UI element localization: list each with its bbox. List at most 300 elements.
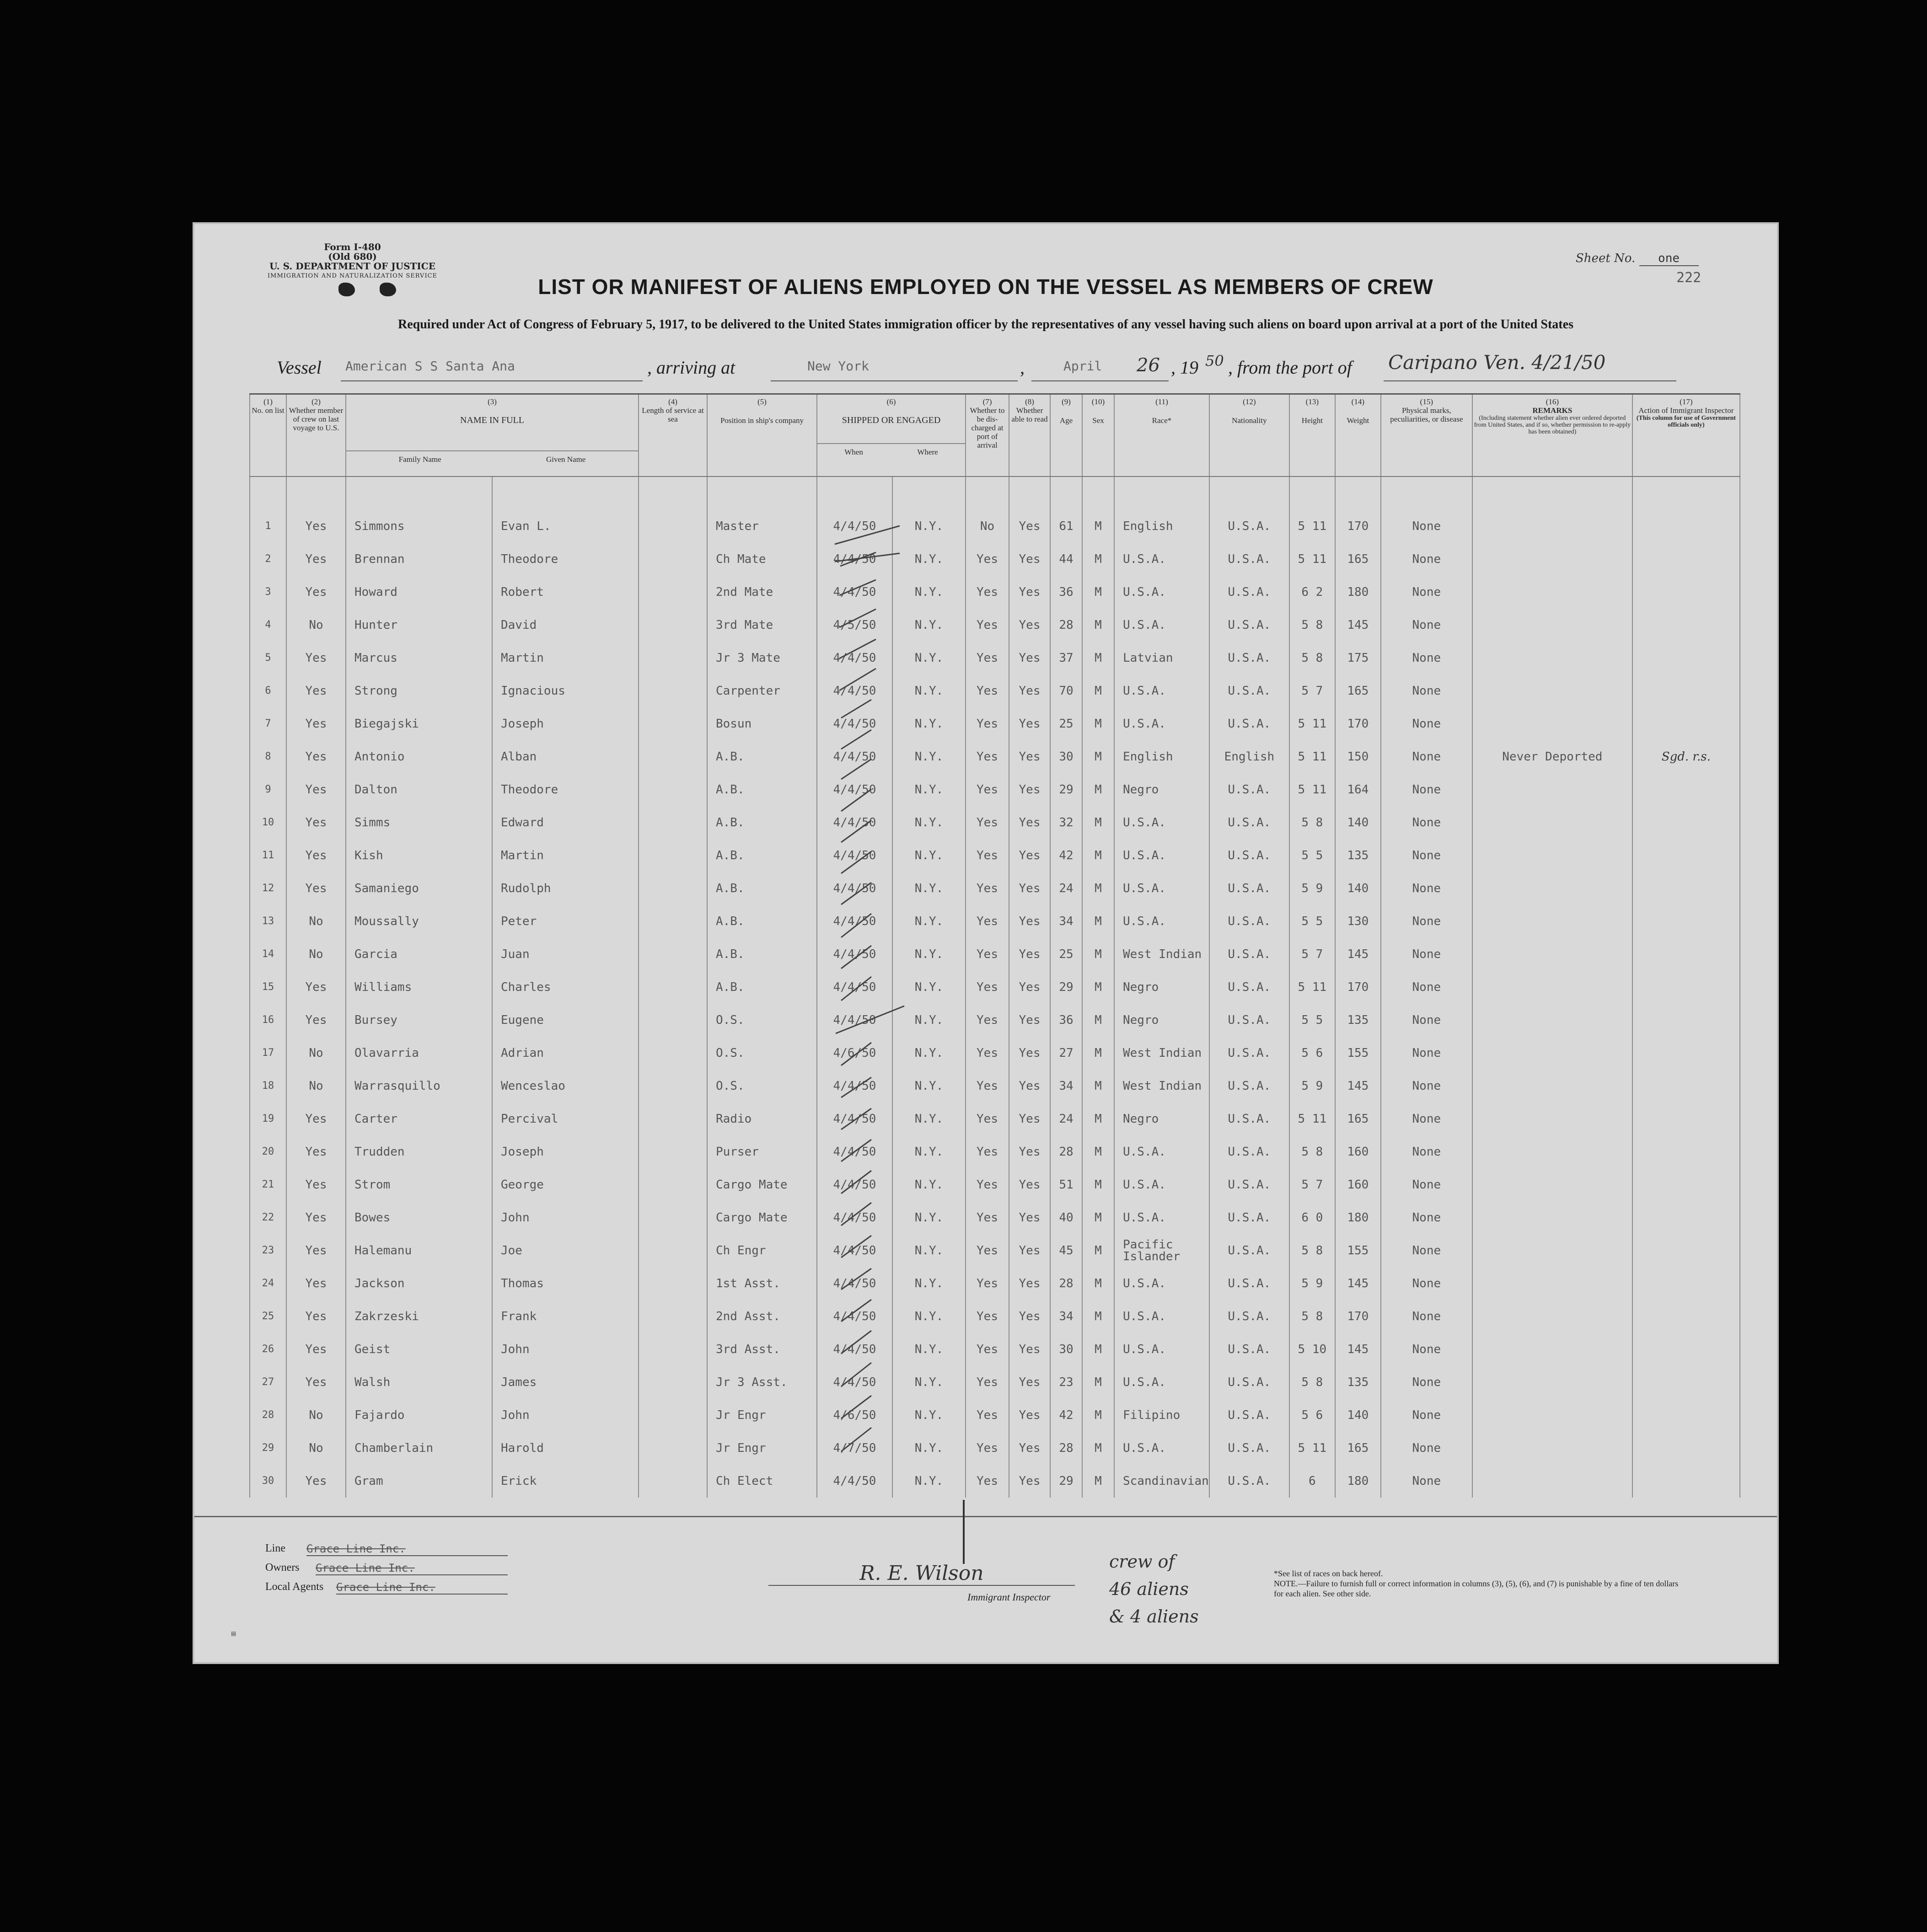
vessel-label: Vessel	[277, 357, 322, 378]
cell-remarks	[1472, 609, 1632, 642]
column-header-row	[250, 394, 1740, 476]
table-row	[250, 1201, 1740, 1234]
cell-able-to-read: Yes	[1009, 543, 1050, 576]
cell-position: A.B.	[707, 938, 817, 971]
cell-discharged: Yes	[966, 1234, 1009, 1267]
cell-able-to-read: Yes	[1009, 1070, 1050, 1102]
cell-family-name: Hunter	[346, 609, 492, 642]
cell-length-of-service	[639, 1004, 707, 1037]
cell-remarks	[1472, 510, 1632, 543]
cell-length-of-service	[639, 1070, 707, 1102]
cell-shipped-where: N.Y.	[892, 510, 966, 543]
cell-previous-voyage: Yes	[286, 1234, 346, 1267]
cell-previous-voyage: No	[286, 609, 346, 642]
cell-shipped-where: N.Y.	[892, 1037, 966, 1070]
cell-nationality: U.S.A.	[1209, 1070, 1289, 1102]
cell-length-of-service	[639, 839, 707, 872]
cell-physical-marks: None	[1381, 1070, 1472, 1102]
cell-discharged: No	[966, 510, 1009, 543]
cell-able-to-read: Yes	[1009, 1432, 1050, 1465]
cell-shipped-when: 4/4/50	[817, 707, 892, 740]
cell-length-of-service	[639, 1102, 707, 1135]
cell-length-of-service	[639, 806, 707, 839]
cell-discharged: Yes	[966, 1267, 1009, 1300]
cell-position: Master	[707, 510, 817, 543]
year-prefix: , 19	[1171, 357, 1198, 378]
cell-previous-voyage: Yes	[286, 642, 346, 674]
cell-row-number: 15	[250, 971, 286, 1004]
cell-remarks	[1472, 642, 1632, 674]
cell-row-number: 30	[250, 1465, 286, 1498]
cell-physical-marks: None	[1381, 1465, 1472, 1498]
table-row	[250, 642, 1740, 674]
cell-race: U.S.A.	[1114, 806, 1209, 839]
cell-height: 5 8	[1289, 642, 1335, 674]
cell-nationality: U.S.A.	[1209, 609, 1289, 642]
cell-remarks	[1472, 1201, 1632, 1234]
table-row	[250, 1432, 1740, 1465]
cell-shipped-where: N.Y.	[892, 642, 966, 674]
cell-inspector-action	[1632, 1465, 1740, 1498]
cell-inspector-action	[1632, 1168, 1740, 1201]
cell-shipped-where: N.Y.	[892, 674, 966, 707]
cell-position: A.B.	[707, 872, 817, 905]
cell-nationality: U.S.A.	[1209, 642, 1289, 674]
cell-physical-marks: None	[1381, 1300, 1472, 1333]
cell-discharged: Yes	[966, 872, 1009, 905]
cell-discharged: Yes	[966, 1300, 1009, 1333]
cell-able-to-read: Yes	[1009, 1465, 1050, 1498]
col-header-inspector-action: (17) Action of Immigrant Inspector (This column for use of Government officials only)	[1632, 394, 1740, 476]
cell-weight: 145	[1335, 938, 1381, 971]
cell-sex: M	[1082, 707, 1114, 740]
cell-nationality: U.S.A.	[1209, 510, 1289, 543]
cell-position: Carpenter	[707, 674, 817, 707]
cell-physical-marks: None	[1381, 1366, 1472, 1399]
table-row	[250, 609, 1740, 642]
table-row	[250, 1333, 1740, 1366]
cell-shipped-when: 4/4/50	[817, 905, 892, 938]
cell-race: West Indian	[1114, 938, 1209, 971]
cell-previous-voyage: Yes	[286, 773, 346, 806]
cell-nationality: U.S.A.	[1209, 938, 1289, 971]
cell-position: 2nd Asst.	[707, 1300, 817, 1333]
cell-nationality: U.S.A.	[1209, 1102, 1289, 1135]
cell-race: West Indian	[1114, 1070, 1209, 1102]
cell-able-to-read: Yes	[1009, 740, 1050, 773]
cell-shipped-where: N.Y.	[892, 1300, 966, 1333]
cell-position: A.B.	[707, 773, 817, 806]
cell-row-number: 19	[250, 1102, 286, 1135]
cell-sex: M	[1082, 1168, 1114, 1201]
cell-family-name: Kish	[346, 839, 492, 872]
cell-family-name: Zakrzeski	[346, 1300, 492, 1333]
cell-nationality: U.S.A.	[1209, 707, 1289, 740]
cell-discharged: Yes	[966, 1168, 1009, 1201]
col-header-family-name: Family Name	[398, 455, 441, 464]
cell-age: 28	[1050, 1267, 1082, 1300]
cell-inspector-action	[1632, 1267, 1740, 1300]
cell-age: 25	[1050, 707, 1082, 740]
cell-previous-voyage: Yes	[286, 806, 346, 839]
cell-shipped-when: 4/5/50	[817, 609, 892, 642]
cell-race: U.S.A.	[1114, 1333, 1209, 1366]
cell-position: A.B.	[707, 905, 817, 938]
cell-position: Jr Engr	[707, 1432, 817, 1465]
cell-nationality: U.S.A.	[1209, 1037, 1289, 1070]
col-header-remarks: (16) REMARKS (Including statement whether alien ever ordered deported from United States, and if so, whether permission to re-apply has been obtained)	[1472, 394, 1632, 476]
cell-discharged: Yes	[966, 938, 1009, 971]
cell-shipped-where: N.Y.	[892, 971, 966, 1004]
cell-shipped-where: N.Y.	[892, 740, 966, 773]
cell-weight: 140	[1335, 872, 1381, 905]
table-row	[250, 1135, 1740, 1168]
cell-length-of-service	[639, 971, 707, 1004]
cell-inspector-action	[1632, 1366, 1740, 1399]
cell-given-name: Thomas	[492, 1267, 639, 1300]
cell-previous-voyage: Yes	[286, 740, 346, 773]
cell-race: U.S.A.	[1114, 576, 1209, 609]
cell-inspector-action	[1632, 872, 1740, 905]
cell-age: 70	[1050, 674, 1082, 707]
cell-sex: M	[1082, 872, 1114, 905]
cell-shipped-when: 4/4/50	[817, 1102, 892, 1135]
col-header-where: Where	[917, 448, 938, 456]
cell-length-of-service	[639, 740, 707, 773]
col-header-shipped: (6) SHIPPED OR ENGAGED When Where	[817, 394, 966, 476]
inspector-signature: R. E. Wilson	[768, 1562, 1075, 1586]
cell-previous-voyage: Yes	[286, 872, 346, 905]
cell-length-of-service	[639, 609, 707, 642]
cell-given-name: Charles	[492, 971, 639, 1004]
table-row	[250, 510, 1740, 543]
cell-remarks	[1472, 872, 1632, 905]
cell-remarks	[1472, 1366, 1632, 1399]
cell-physical-marks: None	[1381, 806, 1472, 839]
form-number: Form I-480	[324, 241, 381, 252]
cell-inspector-action: Sgd. r.s.	[1632, 740, 1740, 773]
cell-inspector-action	[1632, 971, 1740, 1004]
cell-family-name: Marcus	[346, 642, 492, 674]
cell-shipped-when: 4/4/50	[817, 1070, 892, 1102]
cell-given-name: Erick	[492, 1465, 639, 1498]
cell-race: U.S.A.	[1114, 1201, 1209, 1234]
cell-given-name: Evan L.	[492, 510, 639, 543]
cell-age: 28	[1050, 1432, 1082, 1465]
cell-position: Purser	[707, 1135, 817, 1168]
cell-able-to-read: Yes	[1009, 839, 1050, 872]
cell-weight: 180	[1335, 1201, 1381, 1234]
cell-position: O.S.	[707, 1004, 817, 1037]
cell-weight: 140	[1335, 1399, 1381, 1432]
cell-family-name: Dalton	[346, 773, 492, 806]
cell-age: 34	[1050, 1070, 1082, 1102]
cell-race: U.S.A.	[1114, 543, 1209, 576]
cell-previous-voyage: Yes	[286, 1168, 346, 1201]
crew-list	[250, 510, 1740, 1498]
cell-row-number: 27	[250, 1366, 286, 1399]
cell-weight: 160	[1335, 1168, 1381, 1201]
table-row	[250, 839, 1740, 872]
cell-given-name: Edward	[492, 806, 639, 839]
cell-nationality: U.S.A.	[1209, 1004, 1289, 1037]
hand-note-line-2: 46 aliens	[1109, 1579, 1189, 1599]
cell-row-number: 4	[250, 609, 286, 642]
footnote	[1274, 1568, 1685, 1599]
cell-position: Cargo Mate	[707, 1201, 817, 1234]
cell-sex: M	[1082, 1432, 1114, 1465]
cell-row-number: 16	[250, 1004, 286, 1037]
cell-row-number: 13	[250, 905, 286, 938]
cell-remarks	[1472, 1300, 1632, 1333]
cell-able-to-read: Yes	[1009, 1366, 1050, 1399]
cell-height: 5 11	[1289, 773, 1335, 806]
col-header-age: (9) Age	[1050, 394, 1082, 476]
cell-previous-voyage: Yes	[286, 1102, 346, 1135]
cell-weight: 155	[1335, 1037, 1381, 1070]
cell-family-name: Strong	[346, 674, 492, 707]
cell-able-to-read: Yes	[1009, 971, 1050, 1004]
cell-age: 25	[1050, 938, 1082, 971]
cell-age: 30	[1050, 1333, 1082, 1366]
cell-able-to-read: Yes	[1009, 905, 1050, 938]
cell-given-name: Adrian	[492, 1037, 639, 1070]
cell-race: West Indian	[1114, 1037, 1209, 1070]
cell-physical-marks: None	[1381, 707, 1472, 740]
cell-previous-voyage: Yes	[286, 1267, 346, 1300]
cell-position: Ch Elect	[707, 1465, 817, 1498]
cell-shipped-where: N.Y.	[892, 1432, 966, 1465]
cell-inspector-action	[1632, 1135, 1740, 1168]
hand-note-line-1: crew of	[1109, 1552, 1175, 1572]
vessel-line	[277, 351, 1740, 389]
cell-height: 5 9	[1289, 1070, 1335, 1102]
arriving-label: , arriving at	[647, 357, 735, 378]
cell-physical-marks: None	[1381, 971, 1472, 1004]
cell-shipped-where: N.Y.	[892, 1333, 966, 1366]
cell-height: 5 11	[1289, 1432, 1335, 1465]
cell-sex: M	[1082, 740, 1114, 773]
cell-weight: 145	[1335, 609, 1381, 642]
cell-able-to-read: Yes	[1009, 1333, 1050, 1366]
col-header-height: (13) Height	[1289, 394, 1335, 476]
cell-inspector-action	[1632, 806, 1740, 839]
inspector-tick	[963, 1500, 965, 1564]
cell-nationality: U.S.A.	[1209, 1333, 1289, 1366]
cell-given-name: Joseph	[492, 1135, 639, 1168]
cell-physical-marks: None	[1381, 1004, 1472, 1037]
cell-nationality: U.S.A.	[1209, 576, 1289, 609]
cell-row-number: 12	[250, 872, 286, 905]
cell-remarks	[1472, 1465, 1632, 1498]
cell-given-name: David	[492, 609, 639, 642]
cell-previous-voyage: Yes	[286, 1201, 346, 1234]
cell-given-name: Percival	[492, 1102, 639, 1135]
cell-shipped-where: N.Y.	[892, 1102, 966, 1135]
cell-given-name: Harold	[492, 1432, 639, 1465]
cell-family-name: Olavarria	[346, 1037, 492, 1070]
cell-height: 5 6	[1289, 1037, 1335, 1070]
cell-given-name: Ignacious	[492, 674, 639, 707]
cell-weight: 165	[1335, 1432, 1381, 1465]
cell-discharged: Yes	[966, 707, 1009, 740]
department-name: U. S. DEPARTMENT OF JUSTICE	[269, 261, 435, 272]
cell-weight: 150	[1335, 740, 1381, 773]
cell-sex: M	[1082, 773, 1114, 806]
cell-row-number: 14	[250, 938, 286, 971]
cell-able-to-read: Yes	[1009, 642, 1050, 674]
cell-position: A.B.	[707, 806, 817, 839]
cell-discharged: Yes	[966, 773, 1009, 806]
cell-shipped-where: N.Y.	[892, 806, 966, 839]
manifest-sheet	[194, 224, 1777, 1662]
cell-remarks	[1472, 543, 1632, 576]
cell-physical-marks: None	[1381, 1135, 1472, 1168]
cell-discharged: Yes	[966, 1102, 1009, 1135]
cell-age: 30	[1050, 740, 1082, 773]
col-header-length-of-service: (4) Length of service at sea	[639, 394, 707, 476]
cell-race: Negro	[1114, 1004, 1209, 1037]
cell-able-to-read: Yes	[1009, 510, 1050, 543]
cell-family-name: Simms	[346, 806, 492, 839]
cell-able-to-read: Yes	[1009, 1201, 1050, 1234]
cell-shipped-where: N.Y.	[892, 1201, 966, 1234]
cell-position: Jr 3 Asst.	[707, 1366, 817, 1399]
cell-height: 5 10	[1289, 1333, 1335, 1366]
cell-sex: M	[1082, 1300, 1114, 1333]
cell-height: 5 8	[1289, 1135, 1335, 1168]
cell-race: Negro	[1114, 1102, 1209, 1135]
printer-mark: ▤	[231, 1630, 236, 1637]
cell-remarks	[1472, 773, 1632, 806]
cell-shipped-when: 4/4/50	[817, 1366, 892, 1399]
cell-height: 5 11	[1289, 1102, 1335, 1135]
cell-race: U.S.A.	[1114, 707, 1209, 740]
col-header-position: (5) Position in ship's company	[707, 394, 817, 476]
cell-family-name: Howard	[346, 576, 492, 609]
cell-age: 61	[1050, 510, 1082, 543]
cell-sex: M	[1082, 1399, 1114, 1432]
cell-remarks	[1472, 1070, 1632, 1102]
footnote-races: *See list of races on back hereof.	[1274, 1569, 1383, 1578]
cell-shipped-where: N.Y.	[892, 1366, 966, 1399]
cell-previous-voyage: No	[286, 1070, 346, 1102]
cell-inspector-action	[1632, 1201, 1740, 1234]
cell-discharged: Yes	[966, 806, 1009, 839]
cell-remarks	[1472, 1267, 1632, 1300]
cell-given-name: John	[492, 1201, 639, 1234]
cell-weight: 145	[1335, 1267, 1381, 1300]
cell-remarks	[1472, 1432, 1632, 1465]
table-row	[250, 1037, 1740, 1070]
cell-sex: M	[1082, 543, 1114, 576]
cell-age: 44	[1050, 543, 1082, 576]
cell-race: U.S.A.	[1114, 905, 1209, 938]
col-header-race: (11) Race*	[1114, 394, 1209, 476]
cell-discharged: Yes	[966, 740, 1009, 773]
cell-age: 36	[1050, 576, 1082, 609]
cell-sex: M	[1082, 1037, 1114, 1070]
col-header-no: (1) No. on list	[250, 394, 286, 476]
cell-physical-marks: None	[1381, 1432, 1472, 1465]
page-subtitle: Required under Act of Congress of February 5, 1917, to be delivered to the United States immigration officer by the representatives of any vessel having such aliens on board upon arrival at a port of the United States	[398, 317, 1573, 332]
cell-length-of-service	[639, 1432, 707, 1465]
cell-inspector-action	[1632, 905, 1740, 938]
cell-length-of-service	[639, 642, 707, 674]
cell-height: 5 5	[1289, 1004, 1335, 1037]
cell-family-name: Biegajski	[346, 707, 492, 740]
col-header-nationality: (12) Nationality	[1209, 394, 1289, 476]
from-port-label: , from the port of	[1228, 357, 1352, 378]
cell-weight: 164	[1335, 773, 1381, 806]
cell-height: 5 11	[1289, 707, 1335, 740]
cell-shipped-where: N.Y.	[892, 707, 966, 740]
cell-nationality: U.S.A.	[1209, 1267, 1289, 1300]
cell-height: 5 6	[1289, 1399, 1335, 1432]
cell-shipped-when: 4/4/50	[817, 1267, 892, 1300]
cell-inspector-action	[1632, 1432, 1740, 1465]
cell-remarks	[1472, 839, 1632, 872]
table-row	[250, 707, 1740, 740]
spacer-row	[250, 476, 1740, 510]
cell-physical-marks: None	[1381, 1168, 1472, 1201]
cell-given-name: Joseph	[492, 707, 639, 740]
cell-position: Radio	[707, 1102, 817, 1135]
cell-discharged: Yes	[966, 905, 1009, 938]
cell-shipped-when: 4/4/50	[817, 1168, 892, 1201]
cell-row-number: 18	[250, 1070, 286, 1102]
cell-remarks	[1472, 806, 1632, 839]
cell-given-name: Theodore	[492, 543, 639, 576]
cell-shipped-when: 4/4/50	[817, 740, 892, 773]
cell-sex: M	[1082, 1267, 1114, 1300]
cell-weight: 170	[1335, 971, 1381, 1004]
cell-discharged: Yes	[966, 1333, 1009, 1366]
cell-weight: 140	[1335, 806, 1381, 839]
cell-previous-voyage: Yes	[286, 839, 346, 872]
cell-length-of-service	[639, 1366, 707, 1399]
cell-given-name: George	[492, 1168, 639, 1201]
cell-row-number: 6	[250, 674, 286, 707]
cell-able-to-read: Yes	[1009, 674, 1050, 707]
cell-shipped-when: 4/4/50	[817, 773, 892, 806]
cell-length-of-service	[639, 1333, 707, 1366]
cell-discharged: Yes	[966, 1201, 1009, 1234]
cell-weight: 145	[1335, 1070, 1381, 1102]
cell-race: U.S.A.	[1114, 1432, 1209, 1465]
cell-shipped-when: 4/4/50	[817, 1135, 892, 1168]
cell-position: A.B.	[707, 839, 817, 872]
cell-race: U.S.A.	[1114, 1135, 1209, 1168]
cell-remarks	[1472, 1037, 1632, 1070]
cell-given-name: Peter	[492, 905, 639, 938]
cell-discharged: Yes	[966, 1004, 1009, 1037]
cell-remarks	[1472, 576, 1632, 609]
cell-remarks	[1472, 1168, 1632, 1201]
cell-inspector-action	[1632, 1102, 1740, 1135]
cell-race: Scandinavian	[1114, 1465, 1209, 1498]
cell-race: Latvian	[1114, 642, 1209, 674]
cell-given-name: Frank	[492, 1300, 639, 1333]
line-value: Grace Line Inc.	[306, 1542, 508, 1556]
cell-nationality: U.S.A.	[1209, 1432, 1289, 1465]
cell-family-name: Fajardo	[346, 1399, 492, 1432]
cell-physical-marks: None	[1381, 1333, 1472, 1366]
col-header-read: (8) Whether able to read	[1009, 394, 1050, 476]
col-header-physical-marks: (15) Physical marks, peculiarities, or disease	[1381, 394, 1472, 476]
table-row	[250, 576, 1740, 609]
cell-family-name: Carter	[346, 1102, 492, 1135]
